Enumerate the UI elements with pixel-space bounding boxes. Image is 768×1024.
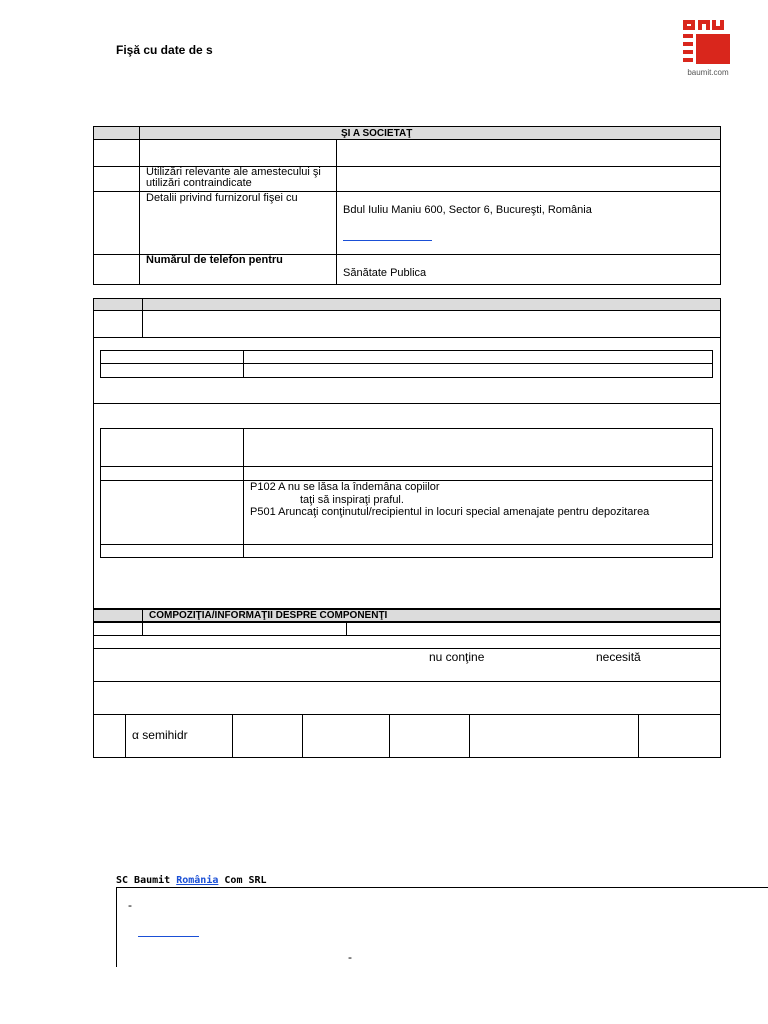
note-not-contains: nu conţine (429, 650, 485, 664)
logo-url: baumit.com (687, 68, 729, 77)
footer-frame (116, 887, 768, 967)
document-title: Fişă cu date de s (116, 43, 213, 57)
supplier-address: Bdul Iuliu Maniu 600, Sector 6, Bucureşti, România (343, 204, 592, 216)
section1-heading: ŞI A SOCIETAŢ (341, 128, 413, 139)
company-suffix: Com SRL (224, 875, 267, 886)
section3-heading: COMPOZIŢIA/INFORMAŢII DESPRE COMPONENŢI (149, 610, 388, 621)
emergency-phone-label: Numărul de telefon pentru (146, 254, 283, 266)
note-requires: necesită (596, 650, 641, 664)
footer-company (116, 875, 267, 886)
precaution-inhale: taţi să inspiraţi praful. (300, 494, 404, 506)
supplier-email-link[interactable] (343, 240, 432, 241)
emergency-phone-value: Sănătate Publica (343, 267, 427, 279)
company-prefix: SC Baumit (116, 875, 171, 886)
footer-dash-2: - (348, 950, 352, 964)
classification-table (100, 350, 713, 378)
relevant-uses-label: Utilizări relevante ale amestecului şi utilizări contraindicate (146, 166, 321, 189)
component-name: α semihidr (132, 728, 188, 742)
section2-header-bar (94, 299, 720, 311)
label-elements-table (100, 428, 713, 558)
precaution-p102: P102 A nu se lăsa la îndemâna copiilor (250, 481, 440, 493)
company-link[interactable]: România (176, 875, 219, 886)
footer-dash-1: - (128, 898, 132, 912)
footer-link-underline[interactable] (138, 936, 199, 937)
precaution-p501: P501 Aruncaţi conţinutul/recipientul in locuri special amenajate pentru depozitarea (250, 506, 650, 518)
supplier-label: Detalii privind furnizorul fişei cu (146, 192, 298, 204)
